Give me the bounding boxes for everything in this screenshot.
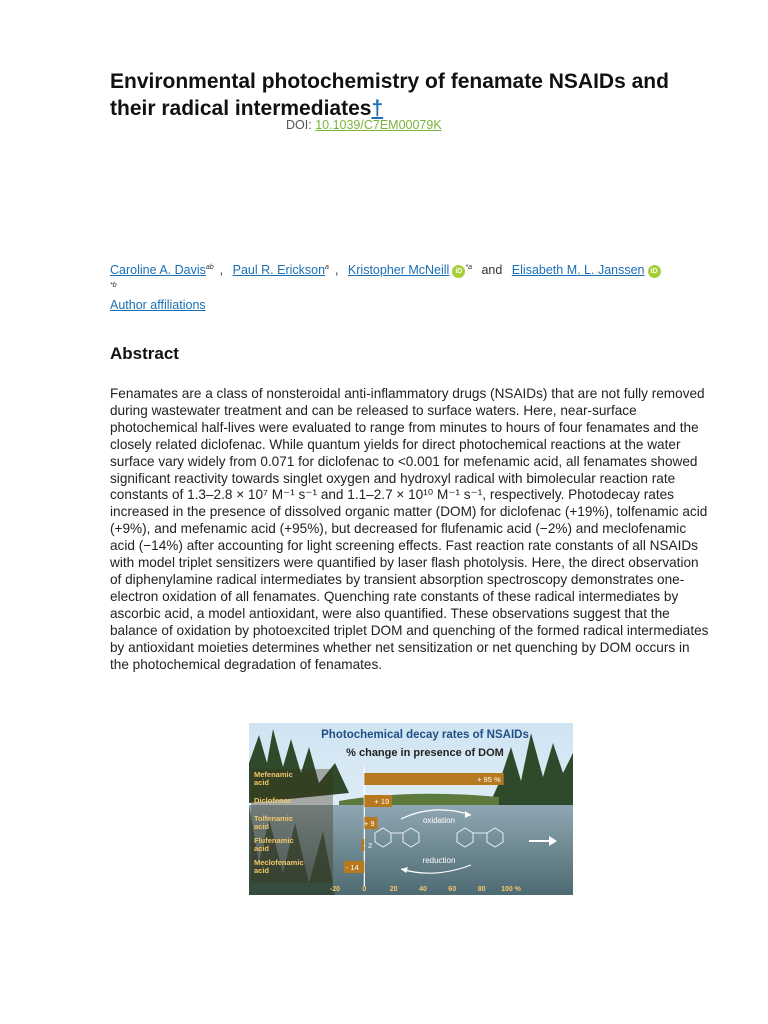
category-label: Meclofenamic acid	[254, 858, 304, 875]
author-sup-2: *a	[465, 264, 472, 271]
x-tick-label: 0	[362, 886, 367, 893]
author-link-1[interactable]: Paul R. Erickson	[232, 263, 326, 277]
doi-link[interactable]: 10.1039/C7EM00079K	[315, 118, 442, 132]
author-affiliations-link[interactable]: Author affiliations	[110, 298, 206, 312]
author-sup-0: ab	[205, 264, 214, 271]
author-link-3[interactable]: Elisabeth M. L. Janssen	[511, 263, 645, 277]
orcid-icon[interactable]: iD	[648, 265, 661, 278]
reduction-label: reduction	[422, 856, 456, 865]
authors-and: and	[481, 263, 503, 277]
x-tick-label: 60	[448, 886, 457, 893]
bar-value-label: + 19	[374, 797, 390, 806]
title-footnote-link[interactable]: †	[371, 97, 384, 120]
category-label: Mefenamic acid	[254, 770, 293, 787]
author-link-2[interactable]: Kristopher McNeill	[347, 263, 450, 277]
x-tick-label: 100 %	[501, 886, 521, 893]
author-sup-1: a	[325, 264, 329, 271]
category-label: Tolfenamic acid	[254, 814, 294, 831]
author-sup-3: *b	[110, 282, 117, 289]
doi-label: DOI:	[286, 118, 312, 132]
x-tick-label: 80	[477, 886, 486, 893]
article-title-text: Environmental photochemistry of fenamate NSAIDs and their radical intermediates	[110, 70, 669, 120]
orcid-icon[interactable]: iD	[452, 265, 465, 278]
graphic-title: Photochemical decay rates of NSAIDs	[321, 729, 529, 741]
author-link-0[interactable]: Caroline A. Davis	[110, 263, 206, 277]
graphic-subtitle: % change in presence of DOM	[346, 747, 504, 759]
bar-value-label: - 14	[345, 863, 359, 872]
x-tick-label: 20	[389, 886, 398, 893]
bar-value-label: + 95 %	[477, 775, 501, 784]
category-label: Diclofenac	[254, 796, 292, 805]
x-tick-label: -20	[329, 886, 341, 893]
x-tick-label: 40	[419, 886, 427, 893]
oxidation-label: oxidation	[422, 816, 456, 825]
abstract-text: Fenamates are a class of nonsteroidal anti-inflammatory drugs (NSAIDs) that are not fully removed during wastewater treatment and can be released to surface waters. Here, near-surface photochemical half-lives were evaluated to range from minutes to hours of four fenamates and the closely related diclofenac. While quantum yields for direct photochemical reactions at the water surface vary widely from 0.071 for diclofenac to <0.001 for mefenamic acid, all fenamates showed significant reactivity towards singlet oxygen and hydroxyl radical with bimolecular reaction rate constants of 1.3–2.8 × 10⁷ M⁻¹ s⁻¹ and 1.1–2.7 × 10¹⁰ M⁻¹ s⁻¹, respectively. Photodecay rates increased in the presence of dissolved organic matter (DOM) for diclofenac (+19%), tolfenamic acid (+9%), and mefenamic acid (+95%), but decreased for flufenamic acid (−2%) and meclofenamic acid (−14%) after accounting for light screening effects. Fast reaction rate constants of all NSAIDs with model triplet sensitizers were quantified by laser flash photolysis. Here, the direct observation of diphenylamine radical intermediates by transient absorption spectroscopy demonstrates one-electron oxidation of all fenamates. Quenching rate constants of these radical intermediates by ascorbic acid, a model antioxidant, were also quantified. These observations suggest that the balance of oxidation by photoexcited triplet DOM and quenching of the formed radical intermediates by antioxidant moieties determines whether net sensitization or net quenching by DOM occurs in the photochemical degradation of fenamates.	[110, 386, 709, 672]
author-list: Caroline A. Davis$^{ab}$ , Paul R. Erickson$^a$ , Kristopher McNeill $iD^{*a}$ and Elisabeth M. L. Janssen iD $^{*b}$	[110, 260, 710, 296]
author-affiliations	[110, 298, 206, 312]
category-label: Flufenamic acid	[254, 836, 294, 853]
graphical-abstract	[249, 723, 573, 895]
bar-value-label: - 2	[363, 841, 373, 850]
doi-line	[286, 118, 442, 132]
bar-value-label: + 9	[363, 819, 375, 828]
abstract-heading: Abstract	[110, 344, 179, 363]
article-title	[110, 68, 710, 122]
article-page	[110, 68, 710, 672]
